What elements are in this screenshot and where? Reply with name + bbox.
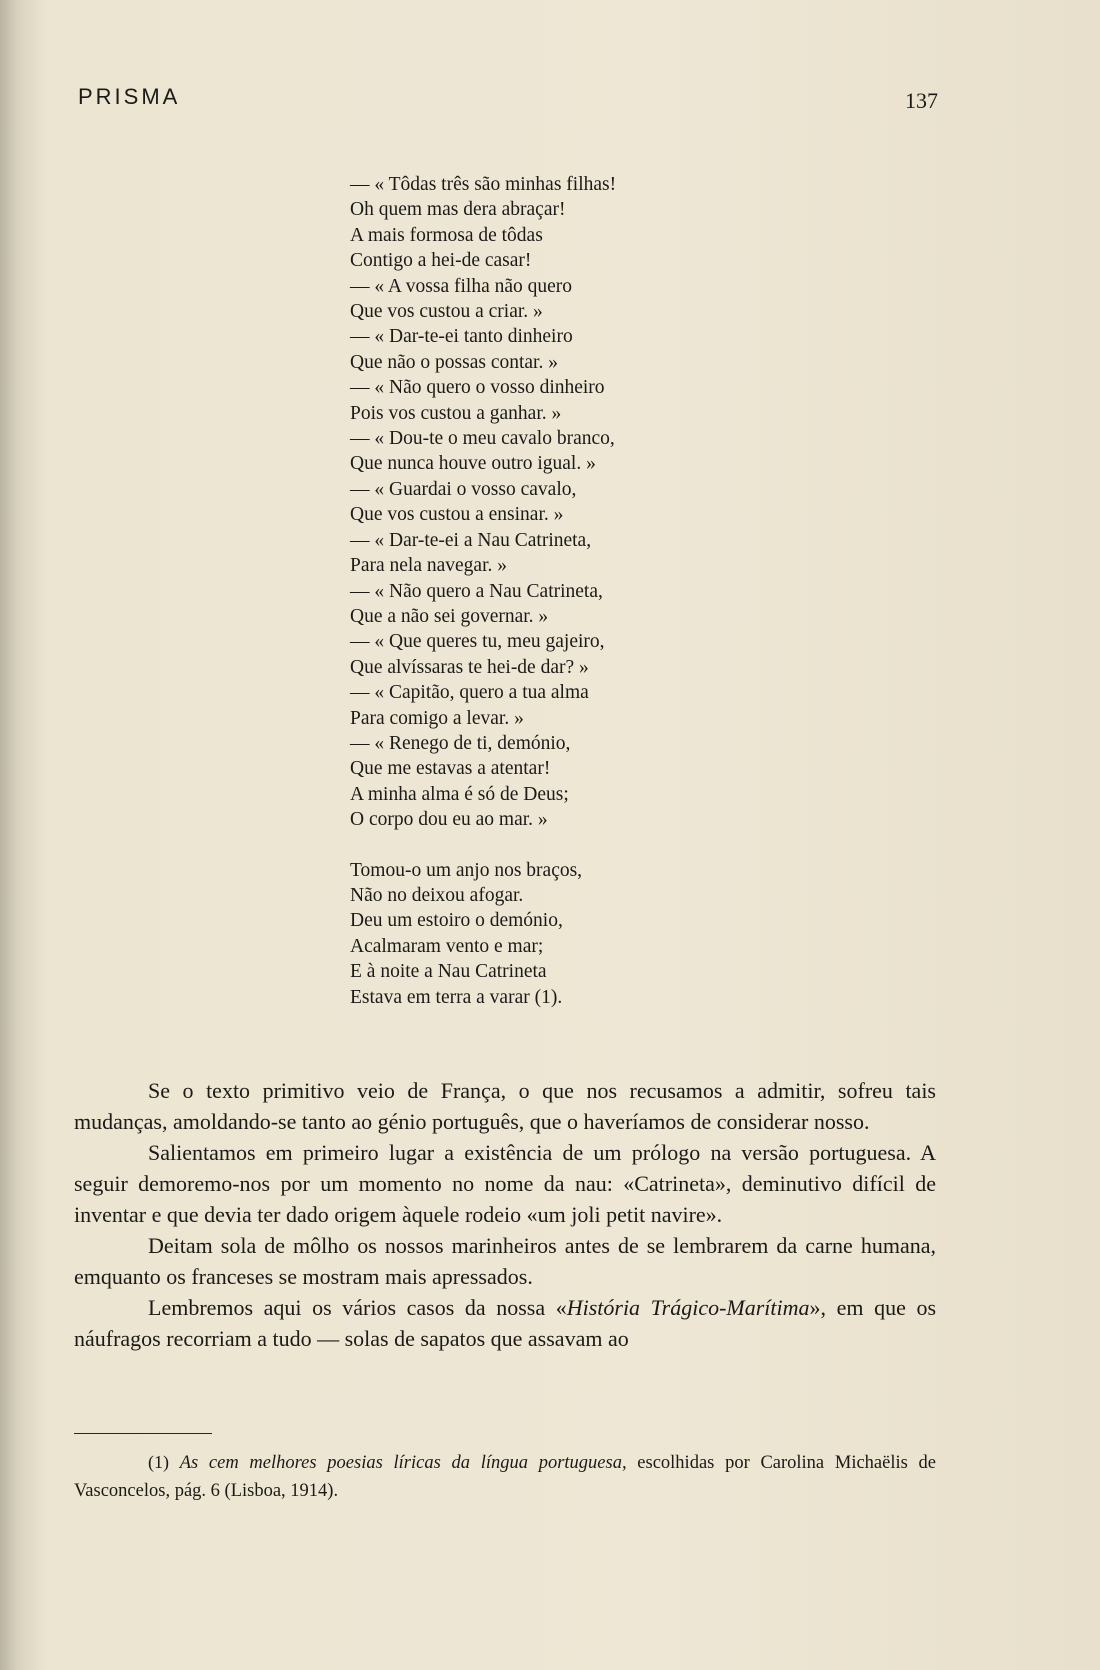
poem-line: Acalmaram vento e mar;	[350, 935, 544, 957]
book-title-historia: História Trágico-Marítima	[566, 1295, 810, 1320]
poem-line: — « Que queres tu, meu gajeiro,	[350, 631, 605, 653]
poem-line: Estava em terra a varar (1).	[350, 986, 563, 1008]
paragraph-1: Se o texto primitivo veio de França, o que nos recusamos a admitir, sofreu tais mudanças, amoldando-se tanto ao génio português, que o haveríamos de considerar nosso.	[74, 1078, 936, 1134]
poem-line: Que a não sei governar. »	[350, 605, 549, 627]
poem-stanza-1	[350, 172, 616, 833]
poem-line: Para comigo a levar. »	[350, 707, 524, 729]
poem-line: E à noite a Nau Catrineta	[350, 961, 547, 983]
body-text	[74, 1075, 936, 1354]
poem-line: — « Dou-te o meu cavalo branco,	[350, 428, 615, 450]
poem-line: — « Não quero a Nau Catrineta,	[350, 580, 603, 602]
poem-line: Que não o possas contar. »	[350, 351, 558, 373]
footnote-rule	[74, 1433, 212, 1434]
poem-line: Contigo a hei-de casar!	[350, 250, 532, 272]
running-title: PRISMA	[78, 84, 181, 109]
stanza-break	[350, 833, 616, 858]
poem-line: — « Guardai o vosso cavalo,	[350, 478, 577, 500]
poem-line: — « Renego de ti, demónio,	[350, 732, 571, 754]
poem-line: Deu um estoiro o demónio,	[350, 910, 563, 932]
poem-line: — « A vossa filha não quero	[350, 275, 573, 297]
poem-line: Que nunca houve outro igual. »	[350, 453, 596, 475]
poem-line: — « Dar-te-ei a Nau Catrineta,	[350, 529, 592, 551]
poem-line: — « Capitão, quero a tua alma	[350, 682, 589, 704]
poem-line: Que me estavas a atentar!	[350, 758, 551, 780]
paragraph-4-before: Lembremos aqui os vários casos da nossa «	[148, 1295, 567, 1320]
paragraph-2: Salientamos em primeiro lugar a existência de um prólogo na versão portuguesa. A seguir demoremo-nos por um momento no nome da nau: «Catrineta», deminutivo difícil de inventar e que devia ter dado origem àquele rodeio «um joli petit navire».	[74, 1140, 936, 1227]
poem-line: Tomou-o um anjo nos braços,	[350, 859, 583, 881]
page-number: 137	[905, 88, 938, 113]
poem-line: — « Dar-te-ei tanto dinheiro	[350, 326, 573, 348]
poem-line: Que alvíssaras te hei-de dar? »	[350, 656, 589, 678]
paragraph-4	[74, 1292, 936, 1354]
poem-line: — « Tôdas três são minhas filhas!	[350, 174, 617, 195]
poem-line: O corpo dou eu ao mar. »	[350, 809, 548, 831]
poem	[350, 172, 616, 1010]
poem-line: Pois vos custou a ganhar. »	[350, 402, 562, 424]
paragraph-4-after: », em que os náufragos recorriam a tudo — solas de sapatos que assavam ao	[74, 1295, 937, 1351]
poem-line: Não no deixou afogar.	[350, 884, 524, 906]
footnote-mark: (1)	[148, 1452, 169, 1472]
poem-line: Que vos custou a criar. »	[350, 301, 543, 323]
poem-line: — « Não quero o vosso dinheiro	[350, 377, 605, 399]
paragraph-3: Deitam sola de môlho os nossos marinheiros antes de se lembrarem da carne humana, emquanto os franceses se mostram mais apressados.	[74, 1233, 936, 1289]
poem-line: A minha alma é só de Deus;	[350, 783, 569, 805]
footnote-book-title: As cem melhores poesias líricas da língua portuguesa,	[179, 1453, 627, 1473]
poem-line: Que vos custou a ensinar. »	[350, 504, 564, 526]
poem-line: A mais formosa de tôdas	[350, 224, 543, 246]
footnote-citation: escolhidas por Carolina Michaëlis de Vasconcelos, pág. 6 (Lisboa, 1914).	[74, 1453, 936, 1501]
poem-line: Oh quem mas dera abraçar!	[350, 199, 566, 221]
footnote	[74, 1448, 936, 1505]
poem-stanza-2	[350, 858, 616, 1010]
poem-line: Para nela navegar. »	[350, 555, 508, 577]
